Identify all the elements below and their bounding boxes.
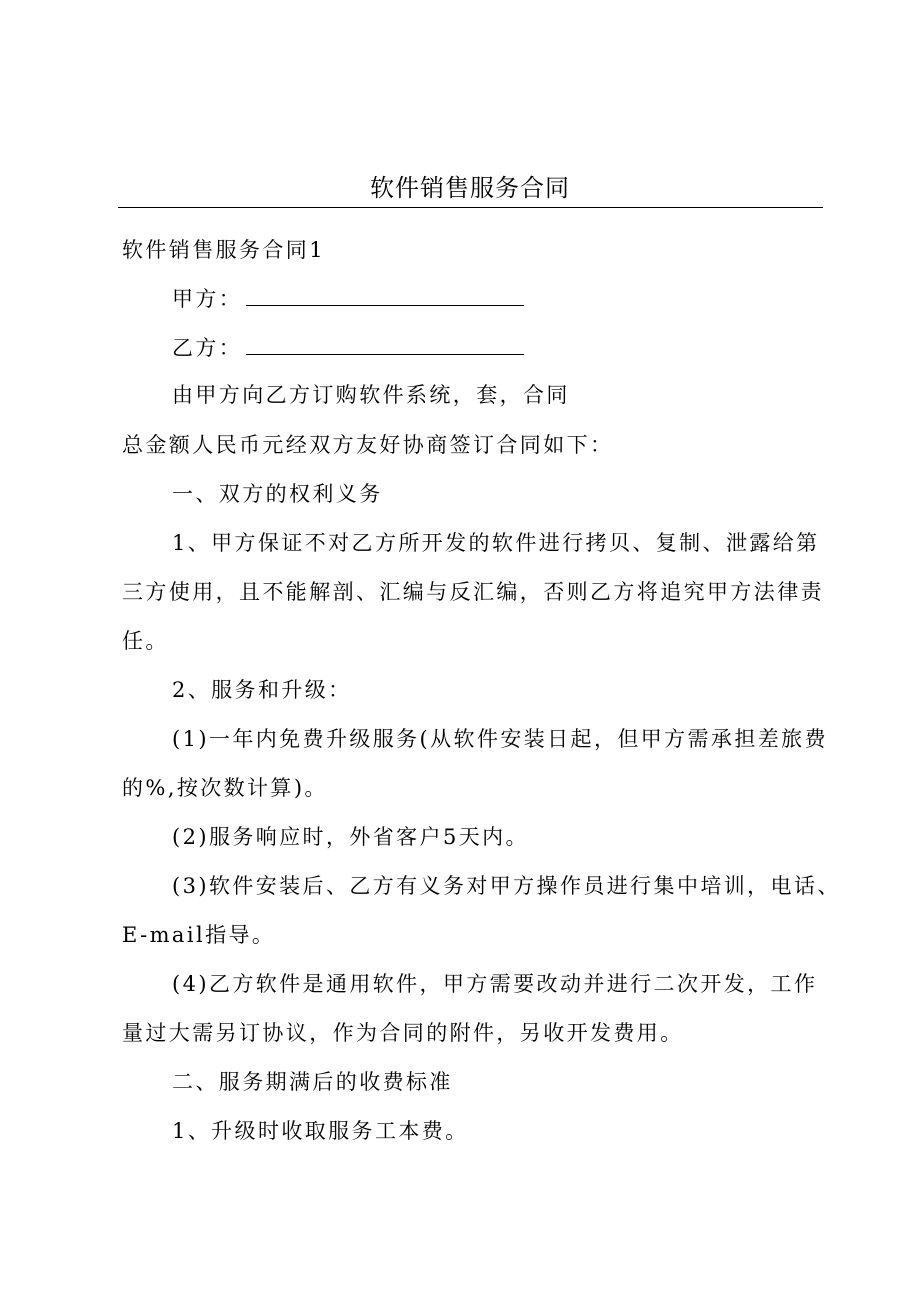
page-title: 软件销售服务合同 [370, 174, 570, 202]
paragraph-line: (2)服务响应时，外省客户5天内。 [172, 825, 529, 849]
contract-subtitle: 软件销售服务合同1 [122, 238, 325, 262]
paragraph-line: 三方使用，且不能解剖、汇编与反汇编，否则乙方将追究甲方法律责 [122, 580, 824, 604]
paragraph-line: 由甲方向乙方订购软件系统，套，合同 [172, 383, 570, 407]
party-b-blank [246, 336, 524, 355]
paragraph-line: 1、甲方保证不对乙方所开发的软件进行拷贝、复制、泄露给第 [172, 531, 820, 555]
party-b-label: 乙方： [172, 336, 243, 360]
paragraph-line: (4)乙方软件是通用软件，甲方需要改动并进行二次开发，工作 [172, 972, 818, 996]
party-b-line [172, 334, 524, 362]
paragraph-line: 的%,按次数计算)。 [122, 776, 328, 800]
paragraph-line: 1、升级时收取服务工本费。 [172, 1119, 469, 1143]
section-heading: 一、双方的权利义务 [172, 482, 383, 506]
party-a-blank [246, 287, 524, 306]
paragraph-line: 总金额人民币元经双方友好协商签订合同如下： [122, 433, 614, 457]
title-divider [118, 207, 823, 208]
paragraph-line: (3)软件安装后、乙方有义务对甲方操作员进行集中培训，电话、 [172, 874, 841, 898]
paragraph-line: E-mail指导。 [122, 923, 276, 947]
paragraph-line: 任。 [122, 629, 169, 653]
party-a-label: 甲方： [172, 287, 243, 311]
paragraph-line: (1)一年内免费升级服务(从软件安装日起，但甲方需承担差旅费 [172, 727, 828, 751]
paragraph-line: 量过大需另订协议，作为合同的附件，另收开发费用。 [122, 1021, 684, 1045]
section-heading: 二、服务期满后的收费标准 [172, 1070, 453, 1094]
section-heading: 2、服务和升级： [172, 678, 352, 702]
party-a-line [172, 285, 524, 313]
